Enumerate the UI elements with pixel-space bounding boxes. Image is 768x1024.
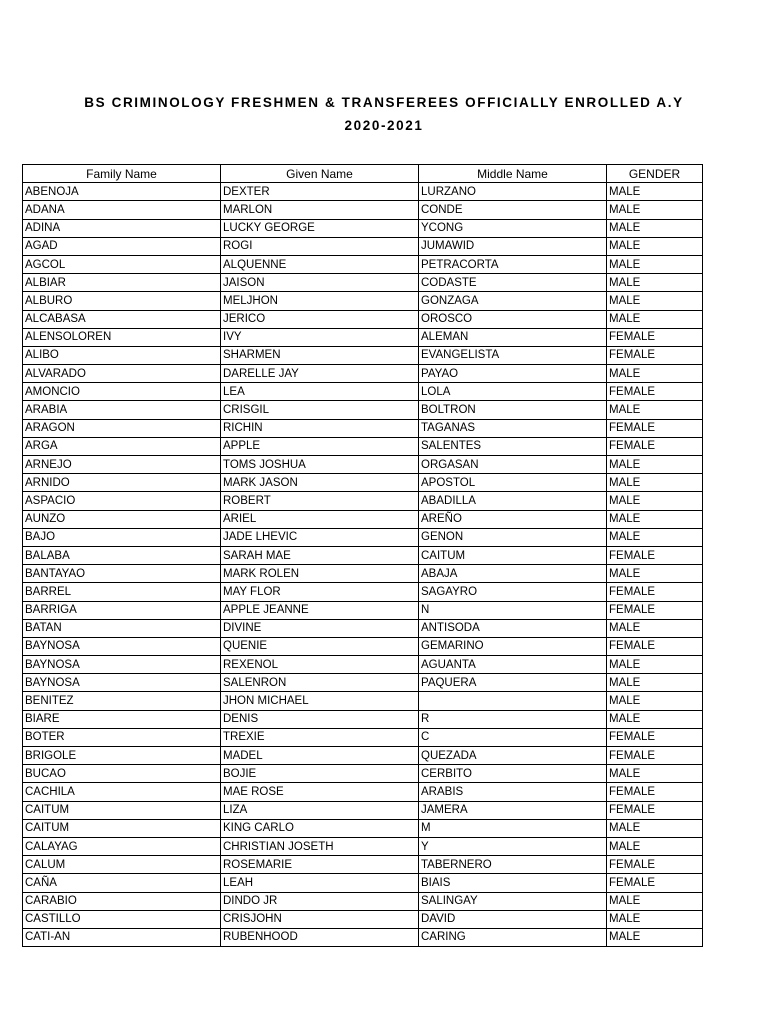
table-row [23, 510, 703, 528]
table-row [23, 910, 703, 928]
gender-cell: FEMALE [607, 783, 703, 801]
gender-cell: MALE [607, 401, 703, 419]
family-name-cell: AMONCIO [23, 383, 221, 401]
family-name-cell: CAITUM [23, 819, 221, 837]
gender-cell: MALE [607, 528, 703, 546]
given-name-cell: CRISGIL [221, 401, 419, 419]
gender-cell: MALE [607, 692, 703, 710]
column-header-family-name: Family Name [23, 165, 221, 183]
middle-name-cell: SALENTES [419, 437, 607, 455]
middle-name-cell: OROSCO [419, 310, 607, 328]
given-name-cell: DIVINE [221, 619, 419, 637]
gender-cell: MALE [607, 710, 703, 728]
given-name-cell: MAE ROSE [221, 783, 419, 801]
given-name-cell: RUBENHOOD [221, 928, 419, 946]
table-row [23, 783, 703, 801]
gender-cell: FEMALE [607, 747, 703, 765]
gender-cell: MALE [607, 292, 703, 310]
given-name-cell: MAY FLOR [221, 583, 419, 601]
given-name-cell: ROSEMARIE [221, 856, 419, 874]
table-row [23, 692, 703, 710]
family-name-cell: ALBURO [23, 292, 221, 310]
gender-cell: MALE [607, 565, 703, 583]
middle-name-cell: CAITUM [419, 546, 607, 564]
gender-cell: MALE [607, 837, 703, 855]
family-name-cell: BENITEZ [23, 692, 221, 710]
middle-name-cell: CONDE [419, 201, 607, 219]
given-name-cell: ALQUENNE [221, 255, 419, 273]
given-name-cell: DARELLE JAY [221, 365, 419, 383]
table-row [23, 637, 703, 655]
table-row [23, 656, 703, 674]
middle-name-cell: C [419, 728, 607, 746]
gender-cell: MALE [607, 910, 703, 928]
family-name-cell: ALVARADO [23, 365, 221, 383]
family-name-cell: BIARE [23, 710, 221, 728]
gender-cell: MALE [607, 183, 703, 201]
family-name-cell: CACHILA [23, 783, 221, 801]
middle-name-cell: APOSTOL [419, 474, 607, 492]
middle-name-cell: JUMAWID [419, 237, 607, 255]
column-header-gender: GENDER [607, 165, 703, 183]
table-row [23, 437, 703, 455]
middle-name-cell: YCONG [419, 219, 607, 237]
family-name-cell: ADANA [23, 201, 221, 219]
table-row [23, 619, 703, 637]
family-name-cell: ALBIAR [23, 274, 221, 292]
family-name-cell: BRIGOLE [23, 747, 221, 765]
given-name-cell: ROGI [221, 237, 419, 255]
table-row [23, 474, 703, 492]
family-name-cell: ALIBO [23, 346, 221, 364]
middle-name-cell: QUEZADA [419, 747, 607, 765]
gender-cell: MALE [607, 510, 703, 528]
middle-name-cell: Y [419, 837, 607, 855]
table-row [23, 237, 703, 255]
gender-cell: MALE [607, 274, 703, 292]
family-name-cell: BARRIGA [23, 601, 221, 619]
table-row [23, 837, 703, 855]
table-row [23, 255, 703, 273]
given-name-cell: LIZA [221, 801, 419, 819]
gender-cell: MALE [607, 310, 703, 328]
family-name-cell: ALENSOLOREN [23, 328, 221, 346]
table-row [23, 401, 703, 419]
middle-name-cell: TAGANAS [419, 419, 607, 437]
table-row [23, 765, 703, 783]
table-row [23, 183, 703, 201]
family-name-cell: CATI-AN [23, 928, 221, 946]
given-name-cell: DINDO JR [221, 892, 419, 910]
table-row [23, 328, 703, 346]
given-name-cell: JAISON [221, 274, 419, 292]
family-name-cell: BAYNOSA [23, 674, 221, 692]
gender-cell: MALE [607, 619, 703, 637]
table-row [23, 365, 703, 383]
middle-name-cell: BOLTRON [419, 401, 607, 419]
given-name-cell: MADEL [221, 747, 419, 765]
family-name-cell: ABENOJA [23, 183, 221, 201]
given-name-cell: CHRISTIAN JOSETH [221, 837, 419, 855]
table-row [23, 528, 703, 546]
family-name-cell: BOTER [23, 728, 221, 746]
middle-name-cell: ABADILLA [419, 492, 607, 510]
middle-name-cell: GONZAGA [419, 292, 607, 310]
given-name-cell: DEXTER [221, 183, 419, 201]
gender-cell: MALE [607, 474, 703, 492]
given-name-cell: TOMS JOSHUA [221, 456, 419, 474]
table-row [23, 201, 703, 219]
gender-cell: MALE [607, 656, 703, 674]
given-name-cell: SALENRON [221, 674, 419, 692]
given-name-cell: SARAH MAE [221, 546, 419, 564]
table-row [23, 928, 703, 946]
middle-name-cell: SAGAYRO [419, 583, 607, 601]
family-name-cell: AUNZO [23, 510, 221, 528]
gender-cell: FEMALE [607, 583, 703, 601]
middle-name-cell: EVANGELISTA [419, 346, 607, 364]
middle-name-cell: PAYAO [419, 365, 607, 383]
middle-name-cell: ABAJA [419, 565, 607, 583]
family-name-cell: BAJO [23, 528, 221, 546]
given-name-cell: APPLE JEANNE [221, 601, 419, 619]
middle-name-cell: DAVID [419, 910, 607, 928]
given-name-cell: QUENIE [221, 637, 419, 655]
table-row [23, 274, 703, 292]
middle-name-cell: TABERNERO [419, 856, 607, 874]
gender-cell: MALE [607, 819, 703, 837]
document-title: BS CRIMINOLOGY FRESHMEN & TRANSFEREES OFFICIALLY ENROLLED A.Y [84, 95, 684, 110]
middle-name-cell: LOLA [419, 383, 607, 401]
given-name-cell: KING CARLO [221, 819, 419, 837]
given-name-cell: RICHIN [221, 419, 419, 437]
given-name-cell: LUCKY GEORGE [221, 219, 419, 237]
table-row [23, 310, 703, 328]
family-name-cell: CALUM [23, 856, 221, 874]
document-title-year: 2020-2021 [344, 118, 424, 133]
middle-name-cell: PAQUERA [419, 674, 607, 692]
family-name-cell: BAYNOSA [23, 637, 221, 655]
middle-name-cell: AREÑO [419, 510, 607, 528]
gender-cell: MALE [607, 492, 703, 510]
family-name-cell: ARAGON [23, 419, 221, 437]
table-row [23, 492, 703, 510]
family-name-cell: CAITUM [23, 801, 221, 819]
middle-name-cell: ARABIS [419, 783, 607, 801]
given-name-cell: JADE LHEVIC [221, 528, 419, 546]
table-row [23, 856, 703, 874]
family-name-cell: ADINA [23, 219, 221, 237]
family-name-cell: BALABA [23, 546, 221, 564]
middle-name-cell: PETRACORTA [419, 255, 607, 273]
given-name-cell: IVY [221, 328, 419, 346]
gender-cell: MALE [607, 255, 703, 273]
table-header-row [23, 165, 703, 183]
table-row [23, 801, 703, 819]
gender-cell: FEMALE [607, 637, 703, 655]
gender-cell: FEMALE [607, 856, 703, 874]
table-row [23, 219, 703, 237]
family-name-cell: BAYNOSA [23, 656, 221, 674]
family-name-cell: BUCAO [23, 765, 221, 783]
table-row [23, 710, 703, 728]
table-row [23, 346, 703, 364]
table-row [23, 419, 703, 437]
gender-cell: MALE [607, 892, 703, 910]
gender-cell: FEMALE [607, 437, 703, 455]
given-name-cell: APPLE [221, 437, 419, 455]
table-row [23, 892, 703, 910]
gender-cell: FEMALE [607, 546, 703, 564]
gender-cell: MALE [607, 219, 703, 237]
family-name-cell: BANTAYAO [23, 565, 221, 583]
gender-cell: FEMALE [607, 383, 703, 401]
table-row [23, 383, 703, 401]
given-name-cell: TREXIE [221, 728, 419, 746]
table-row [23, 747, 703, 765]
middle-name-cell: GEMARINO [419, 637, 607, 655]
family-name-cell: BARREL [23, 583, 221, 601]
given-name-cell: SHARMEN [221, 346, 419, 364]
family-name-cell: ALCABASA [23, 310, 221, 328]
gender-cell: MALE [607, 201, 703, 219]
enrollment-table [22, 164, 703, 947]
given-name-cell: MELJHON [221, 292, 419, 310]
family-name-cell: AGCOL [23, 255, 221, 273]
given-name-cell: MARK JASON [221, 474, 419, 492]
middle-name-cell: R [419, 710, 607, 728]
family-name-cell: AGAD [23, 237, 221, 255]
table-row [23, 565, 703, 583]
given-name-cell: JERICO [221, 310, 419, 328]
given-name-cell: JHON MICHAEL [221, 692, 419, 710]
table-row [23, 583, 703, 601]
given-name-cell: ROBERT [221, 492, 419, 510]
middle-name-cell: ORGASAN [419, 456, 607, 474]
gender-cell: FEMALE [607, 601, 703, 619]
middle-name-cell: LURZANO [419, 183, 607, 201]
given-name-cell: DENIS [221, 710, 419, 728]
middle-name-cell: SALINGAY [419, 892, 607, 910]
middle-name-cell [419, 692, 607, 710]
gender-cell: MALE [607, 365, 703, 383]
middle-name-cell: GENON [419, 528, 607, 546]
family-name-cell: CARABIO [23, 892, 221, 910]
given-name-cell: MARK ROLEN [221, 565, 419, 583]
family-name-cell: ARABIA [23, 401, 221, 419]
table-row [23, 456, 703, 474]
middle-name-cell: ANTISODA [419, 619, 607, 637]
middle-name-cell: JAMERA [419, 801, 607, 819]
table-row [23, 819, 703, 837]
middle-name-cell: ALEMAN [419, 328, 607, 346]
gender-cell: MALE [607, 765, 703, 783]
family-name-cell: CASTILLO [23, 910, 221, 928]
given-name-cell: LEA [221, 383, 419, 401]
middle-name-cell: AGUANTA [419, 656, 607, 674]
gender-cell: FEMALE [607, 328, 703, 346]
middle-name-cell: CODASTE [419, 274, 607, 292]
table-row [23, 874, 703, 892]
given-name-cell: BOJIE [221, 765, 419, 783]
middle-name-cell: CARING [419, 928, 607, 946]
column-header-given-name: Given Name [221, 165, 419, 183]
gender-cell: MALE [607, 237, 703, 255]
family-name-cell: BATAN [23, 619, 221, 637]
family-name-cell: ARNEJO [23, 456, 221, 474]
family-name-cell: ASPACIO [23, 492, 221, 510]
gender-cell: FEMALE [607, 728, 703, 746]
middle-name-cell: M [419, 819, 607, 837]
column-header-middle-name: Middle Name [419, 165, 607, 183]
gender-cell: FEMALE [607, 874, 703, 892]
family-name-cell: CALAYAG [23, 837, 221, 855]
gender-cell: FEMALE [607, 419, 703, 437]
gender-cell: FEMALE [607, 801, 703, 819]
given-name-cell: CRISJOHN [221, 910, 419, 928]
middle-name-cell: N [419, 601, 607, 619]
given-name-cell: ARIEL [221, 510, 419, 528]
family-name-cell: ARNIDO [23, 474, 221, 492]
table-row [23, 674, 703, 692]
family-name-cell: CAÑA [23, 874, 221, 892]
gender-cell: FEMALE [607, 346, 703, 364]
family-name-cell: ARGA [23, 437, 221, 455]
middle-name-cell: CERBITO [419, 765, 607, 783]
table-row [23, 292, 703, 310]
given-name-cell: LEAH [221, 874, 419, 892]
gender-cell: MALE [607, 928, 703, 946]
gender-cell: MALE [607, 674, 703, 692]
table-row [23, 728, 703, 746]
table-row [23, 601, 703, 619]
gender-cell: MALE [607, 456, 703, 474]
table-row [23, 546, 703, 564]
middle-name-cell: BIAIS [419, 874, 607, 892]
given-name-cell: MARLON [221, 201, 419, 219]
given-name-cell: REXENOL [221, 656, 419, 674]
